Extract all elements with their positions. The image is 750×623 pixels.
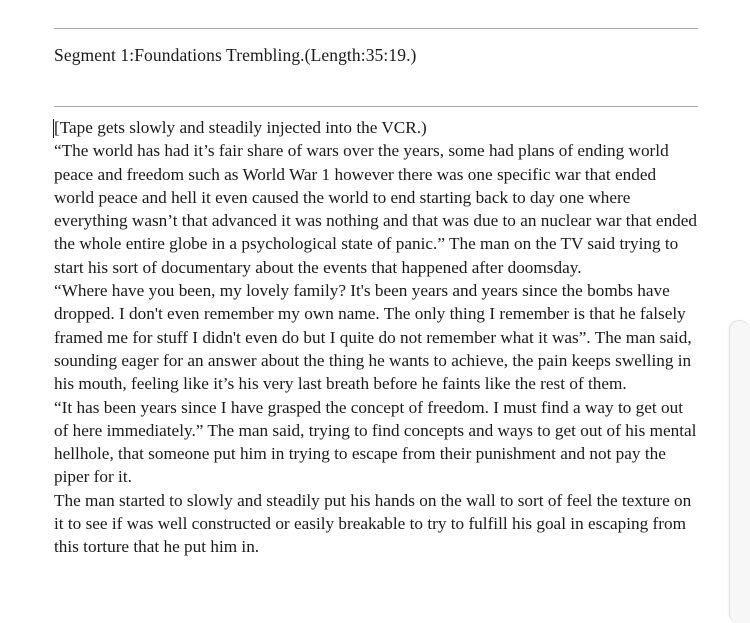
heading-spacer — [54, 67, 698, 106]
segment-heading: Segment 1:Foundations Trembling.(Length:35:19.) — [54, 45, 417, 65]
paragraph-2[interactable]: “Where have you been, my lovely family? It's been years and years since the bombs have dropped. I don't even remember my own name. The only thing I remember is that he falsely framed me for stuff I didn't even do but I quite do not remember what it was”. The man said, sounding eager for an answer about the thing he wants to achieve, the pain keeps swelling in his mouth, feeling like it’s his very last breath before he faints like the rest of them. — [54, 281, 692, 394]
paragraph-3[interactable]: “It has been years since I have grasped the concept of freedom. I must find a way to get out of here immediately.” The man said, trying to find concepts and ways to get out of his mental hellhole, that someone put him in trying to escape from their punishment and not pay the piper for it. — [54, 397, 697, 487]
paragraph-4[interactable]: The man started to slowly and steadily put his hands on the wall to sort of feel the texture on it to see if was well constructed or easily breakable to try to fulfill his goal in escaping from this torture that he put him in. — [54, 490, 692, 557]
document-text-column — [54, 0, 698, 559]
document-body[interactable] — [54, 107, 698, 559]
vertical-scrollbar-track[interactable] — [728, 0, 750, 623]
paragraph-1[interactable]: “The world has had it’s fair share of wars over the years, some had plans of ending world peace and freedom such as World War 1 however there was one specific war that ended world peace and hell it even caused the world to end starting back to day one where everything wasn’t that advanced it was nothing and that was due to an nuclear war that ended the whole entire globe in a psychological state of panic.” The man on the TV said trying to start his sort of documentary about the events that happened after doomsday. — [54, 141, 698, 277]
stage-direction-text: [Tape gets slowly and steadily injected into the VCR.) — [54, 118, 427, 137]
stage-direction-line[interactable] — [54, 116, 698, 139]
vertical-scrollbar-thumb[interactable] — [729, 320, 750, 623]
text-caret — [53, 119, 54, 138]
